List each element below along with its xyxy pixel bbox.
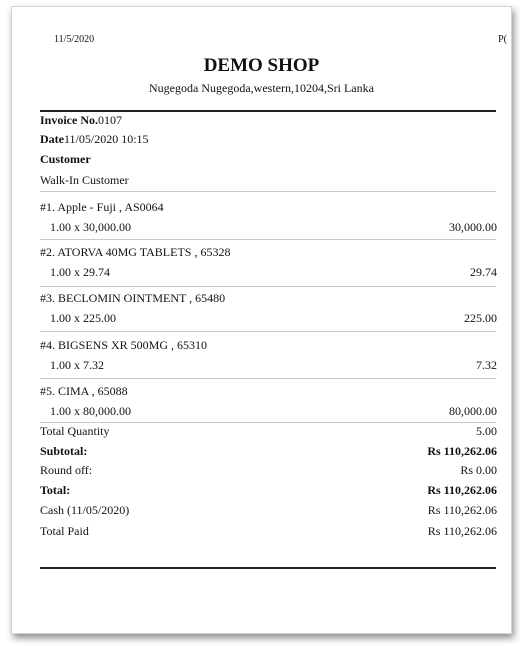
total-paid-label: Total Paid <box>40 524 89 538</box>
customer-label: Customer <box>40 152 91 166</box>
divider <box>40 191 496 192</box>
shop-name: DEMO SHOP <box>203 55 320 76</box>
invoice-number-value: 0107 <box>98 113 122 127</box>
total-quantity-label: Total Quantity <box>40 424 110 438</box>
item-name: #1. Apple - Fuji , AS0064 <box>40 200 164 214</box>
item-amount: 29.74 <box>470 265 497 279</box>
total-quantity-value: 5.00 <box>476 424 497 438</box>
footer-divider <box>40 567 496 569</box>
round-off-label: Round off: <box>40 463 93 477</box>
divider <box>40 239 496 240</box>
subtotal-value: Rs 110,262.06 <box>427 444 497 458</box>
item-name: #4. BIGSENS XR 500MG , 65310 <box>40 338 208 352</box>
item-qty: 1.00 x 7.32 <box>50 358 104 372</box>
cash-value: Rs 110,262.06 <box>427 503 497 517</box>
item-amount: 225.00 <box>464 311 497 325</box>
divider <box>40 286 496 287</box>
item-name: #3. BECLOMIN OINTMENT , 65480 <box>40 291 226 305</box>
divider <box>40 422 496 423</box>
header-divider <box>40 110 496 112</box>
item-qty: 1.00 x 30,000.00 <box>50 220 131 234</box>
total-label: Total: <box>40 483 71 497</box>
invoice-date-value: 11/05/2020 10:15 <box>64 132 149 146</box>
invoice-date-label: Date <box>40 132 64 146</box>
item-amount: 30,000.00 <box>449 220 497 234</box>
item-amount: 7.32 <box>476 358 497 372</box>
subtotal-label: Subtotal: <box>40 444 88 458</box>
divider <box>40 331 496 332</box>
round-off-value: Rs 0.00 <box>460 463 497 477</box>
total-paid-value: Rs 110,262.06 <box>427 524 497 538</box>
item-qty: 1.00 x 225.00 <box>50 311 116 325</box>
shop-address: Nugegoda Nugegoda,western,10204,Sri Lanka <box>149 81 374 95</box>
item-qty: 1.00 x 80,000.00 <box>50 404 131 418</box>
print-date: 11/5/2020 <box>54 34 95 45</box>
invoice-number-label: Invoice No. <box>40 113 98 127</box>
invoice-number <box>40 113 122 128</box>
item-amount: 80,000.00 <box>449 404 497 418</box>
total-value: Rs 110,262.06 <box>427 483 497 497</box>
item-qty: 1.00 x 29.74 <box>50 265 110 279</box>
item-name: #5. CIMA , 65088 <box>40 384 128 398</box>
cash-label: Cash (11/05/2020) <box>40 503 130 517</box>
receipt-paper <box>11 6 512 634</box>
item-name: #2. ATORVA 40MG TABLETS , 65328 <box>40 245 231 259</box>
page-corner-text: P( <box>498 34 507 45</box>
invoice-date <box>40 132 149 147</box>
customer-name: Walk-In Customer <box>40 173 129 187</box>
divider <box>40 378 496 379</box>
